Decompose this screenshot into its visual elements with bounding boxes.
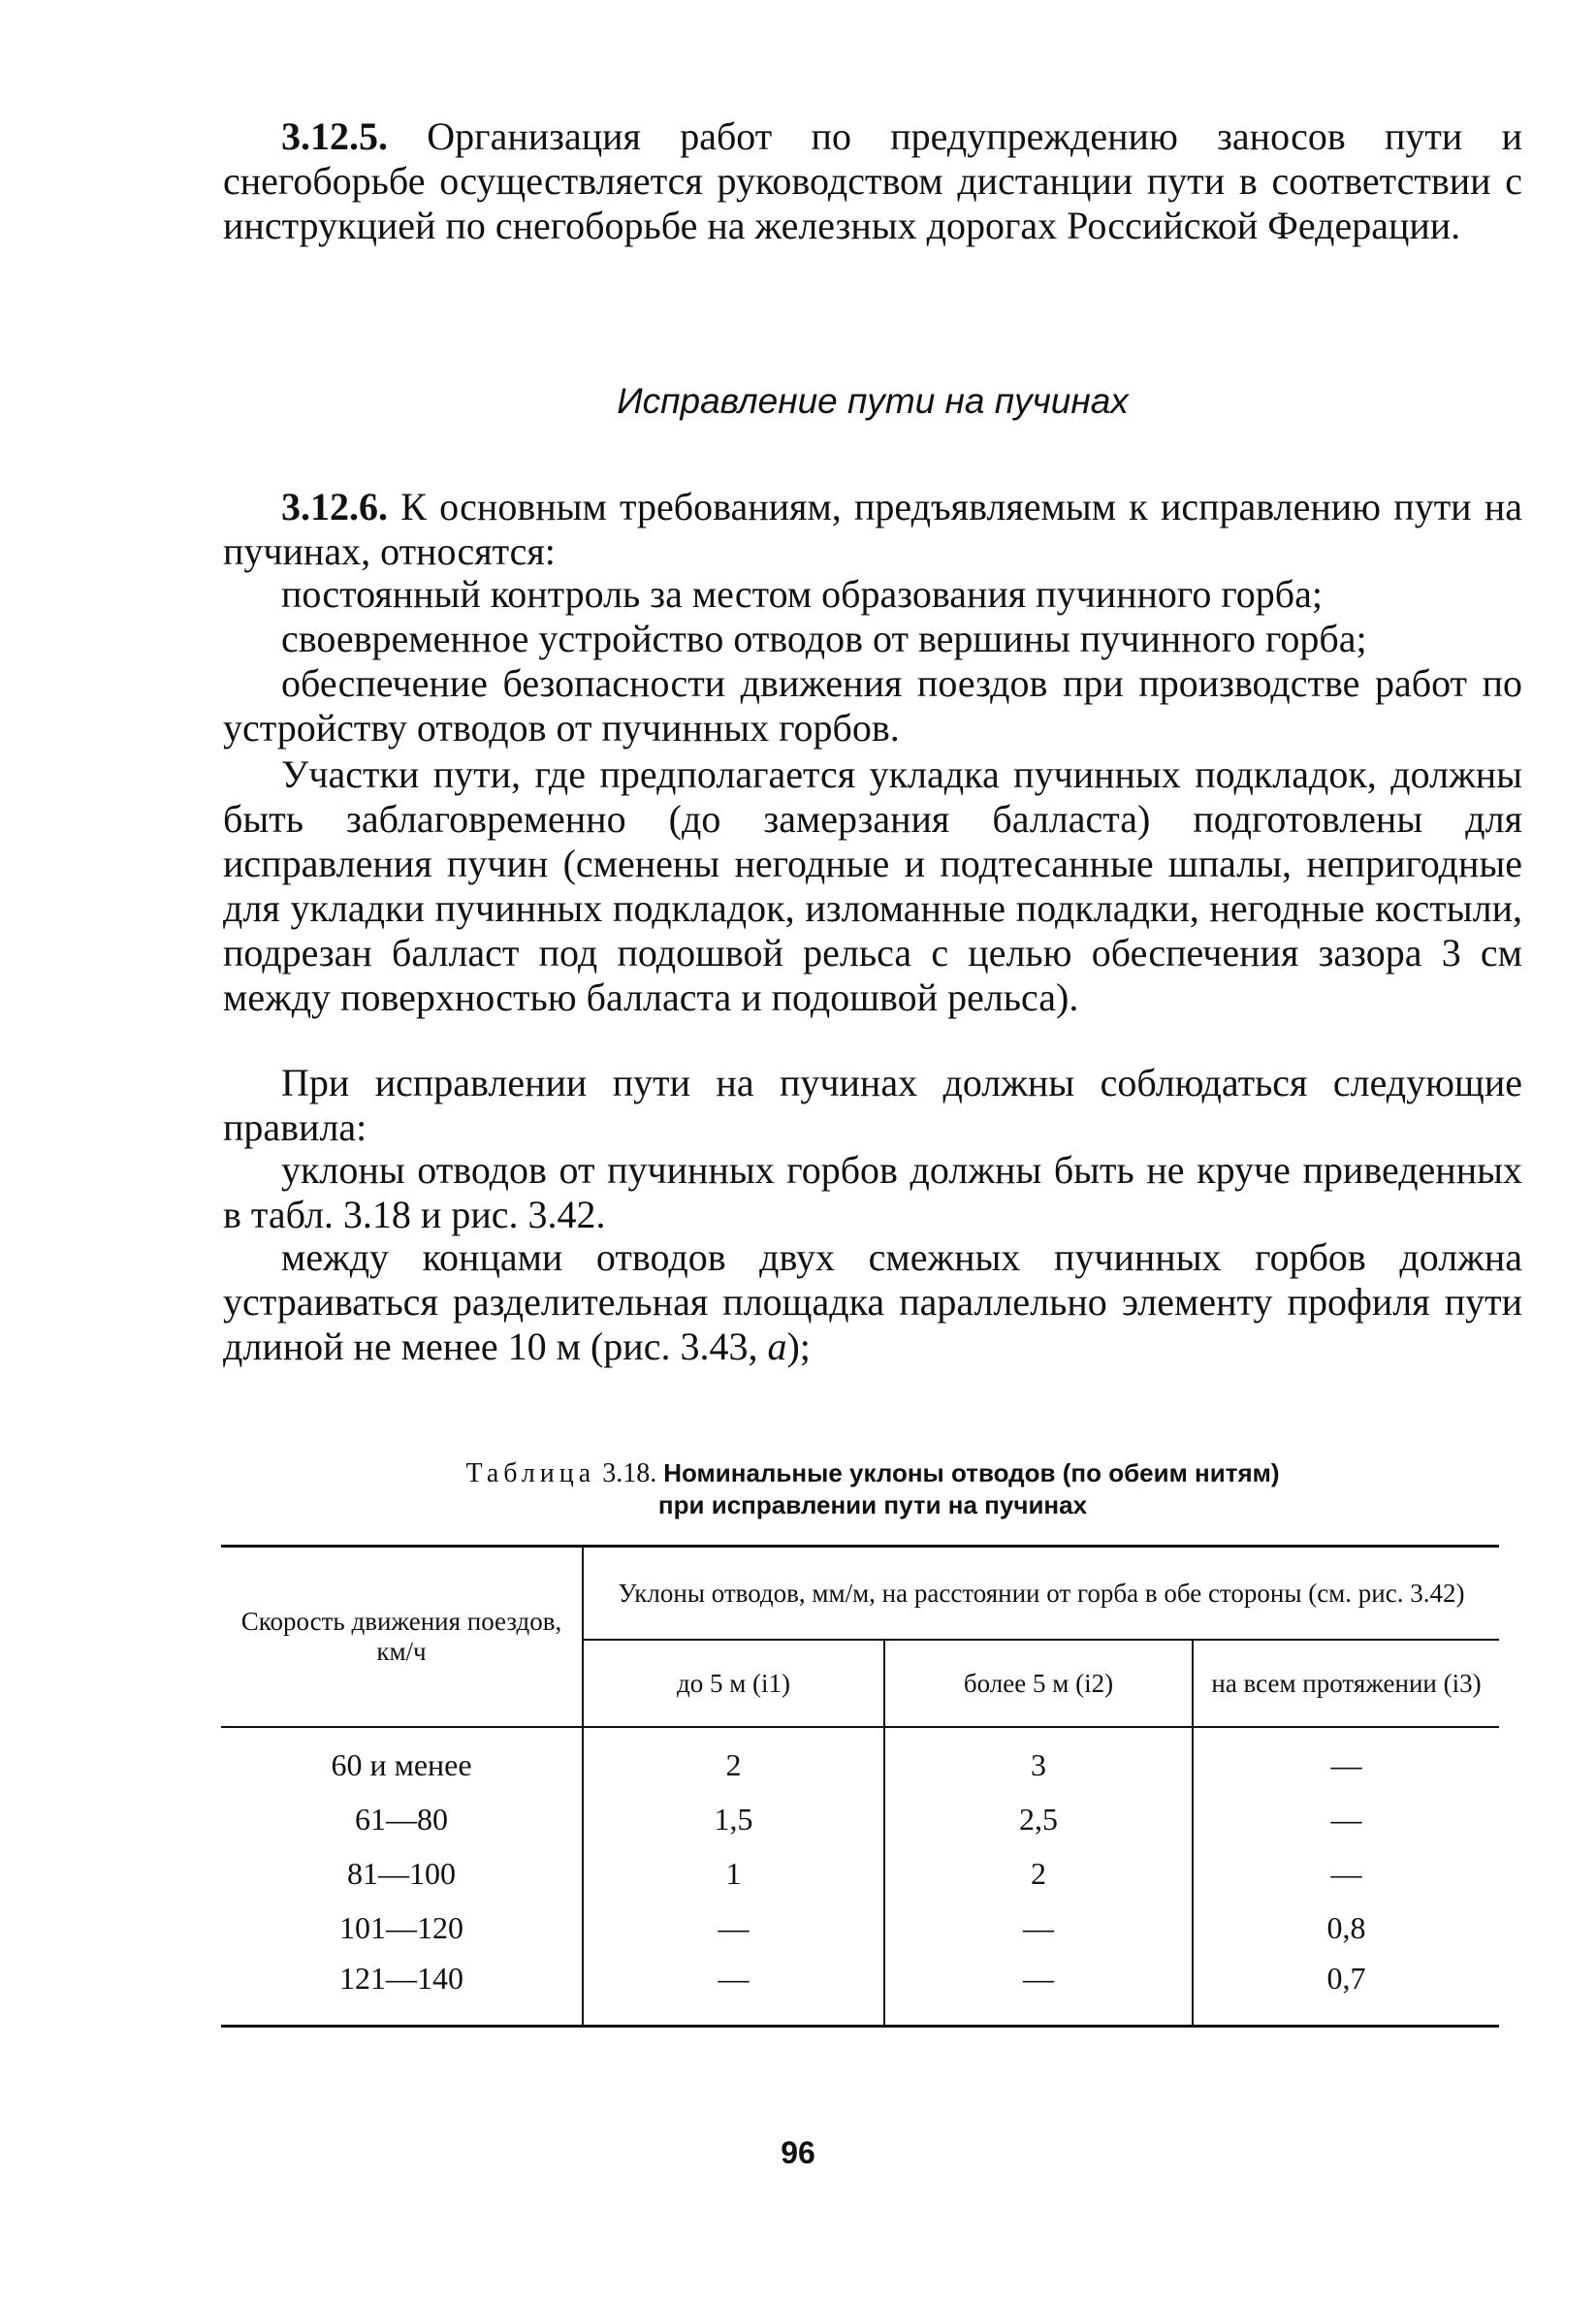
header-speed: Скорость движения поездов, км/ч	[221, 1547, 583, 1728]
table-row: 101—120 — — 0,8	[221, 1901, 1499, 1955]
section-number: 3.12.6.	[281, 485, 388, 528]
section-heading: Исправление пути на пучинах	[617, 381, 1129, 421]
requirement-item: своевременное устройство отводов от вершины пучинного горба;	[281, 617, 1367, 660]
header-col-3: на всем протяжении (i3)	[1193, 1640, 1499, 1727]
slope-table	[221, 1545, 1499, 2028]
paragraph-text: К основным требованиям, предъявляемым к исправлению пути на пучинах, относятся:	[223, 485, 1522, 573]
table-caption	[223, 1457, 1522, 1521]
requirement-item: постоянный контроль за местом образования пучинного горба;	[281, 572, 1323, 616]
page-number: 96	[781, 2135, 815, 2170]
table-row: 61—80 1,5 2,5 —	[221, 1792, 1499, 1846]
caption-title: при исправлении пути на пучинах	[657, 1490, 1088, 1519]
header-slopes-group: Уклоны отводов, мм/м, на расстоянии от горба в обе стороны (см. рис. 3.42)	[583, 1547, 1499, 1641]
requirement-item: обеспечение безопасности движения поездов при производстве работ по устройству отводов от пучинных горбов.	[223, 661, 1522, 750]
table-row: 121—140 — — 0,7	[221, 1955, 1499, 2027]
paragraph-3-12-5	[223, 114, 1522, 248]
caption-number: 3.18.	[602, 1458, 657, 1488]
table-row: 81—100 1 2 —	[221, 1846, 1499, 1901]
caption-label: Таблица	[465, 1458, 596, 1488]
header-col-1: до 5 м (i1)	[583, 1640, 884, 1727]
rule-item: уклоны отводов от пучинных горбов должны быть не круче приведенных в табл. 3.18 и рис. 3.42.	[223, 1148, 1522, 1236]
paragraph-text: Организация работ по предупреждению заносов пути и снегоборьбе осуществляется руководством дистанции пути в соответствии с инструкцией по снегоборьбе на железных дорогах Российской Федерации.	[223, 114, 1522, 247]
paragraph-rules-intro: При исправлении пути на пучинах должны соблюдаться следующие правила:	[223, 1061, 1522, 1149]
caption-title: Номинальные уклоны отводов (по обеим нитям)	[663, 1458, 1280, 1487]
header-col-2: более 5 м (i2)	[884, 1640, 1193, 1727]
section-number: 3.12.5.	[281, 114, 388, 158]
paragraph-preparation: Участки пути, где предполагается укладка пучинных подкладок, должны быть заблаговременно (до замерзания балласта) подготовлены для исправления пучин (сменены негодные и подтесанные шпалы, непригодные для укладки пучинных подкладок, изломанные подкладки, негодные костыли, подрезан балласт под подошвой рельса с целью обеспечения зазора 3 см между поверхностью балласта и подошвой рельса).	[223, 752, 1522, 1019]
table-row: 60 и менее 2 3 —	[221, 1727, 1499, 1792]
rule-item: между концами отводов двух смежных пучинных горбов должна устраиваться разделительная площадка параллельно элементу профиля пути длиной не менее 10 м (рис. 3.43, а);	[223, 1235, 1522, 1368]
paragraph-3-12-6	[223, 485, 1522, 574]
